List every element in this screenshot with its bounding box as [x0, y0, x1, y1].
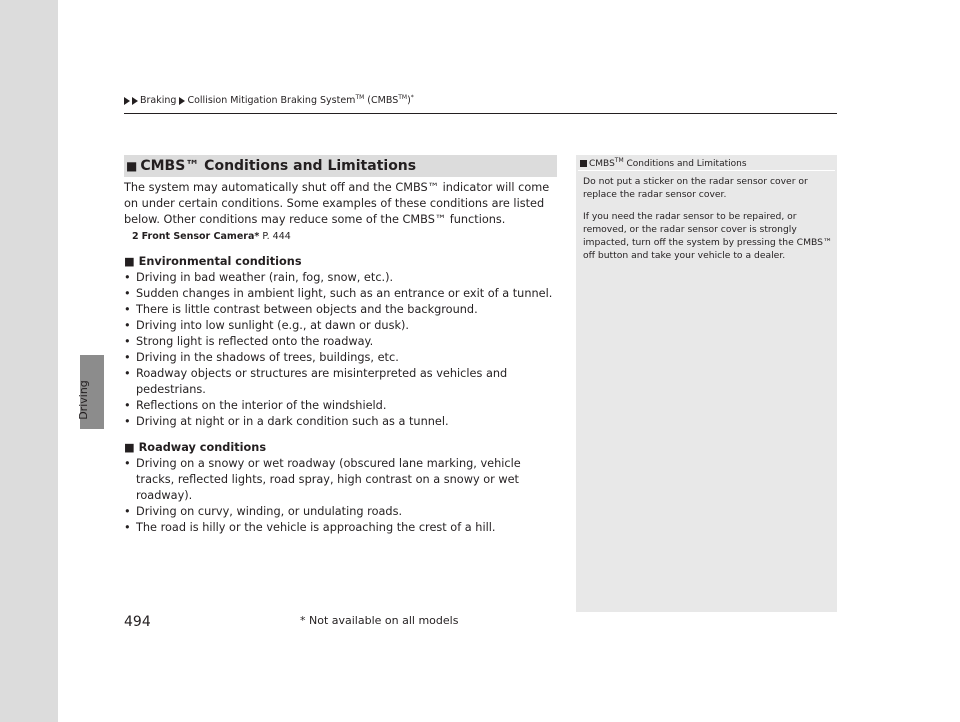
chapter-label: Driving: [77, 380, 90, 420]
list-item: • Driving into low sunlight (e.g., at dawn or dusk).: [124, 318, 559, 334]
intro-paragraph: The system may automatically shut off and the CMBS™ indicator will come on under certain conditions. Some examples of these conditions are listed below. Other conditions may reduce some of the CMBS™ functions.: [124, 181, 550, 226]
header-rule: [124, 113, 837, 114]
sidebar-strip: [0, 0, 58, 722]
xref-page: P. 444: [262, 231, 291, 242]
note-head-title: Conditions and Limitations: [623, 159, 747, 169]
list-item: • Sudden changes in ambient light, such as an entrance or exit of a tunnel.: [124, 286, 559, 302]
note-head-cmbs: CMBS: [589, 159, 615, 169]
note-paragraph: Do not put a sticker on the radar sensor cover or replace the radar sensor cover.: [583, 176, 808, 201]
breadcrumb-arrow-icon: [179, 97, 185, 105]
road-heading: ■ Roadway conditions: [124, 441, 267, 454]
list-item: • Driving in bad weather (rain, fog, snow, etc.).: [124, 270, 559, 286]
section-title-text: CMBS™ Conditions and Limitations: [140, 158, 417, 174]
note-marker-icon: [580, 160, 587, 167]
main-body: [124, 180, 559, 536]
list-item: • Driving in the shadows of trees, buildings, etc.: [124, 350, 559, 366]
list-item: • Strong light is reflected onto the roadway.: [124, 334, 559, 350]
list-item: • Driving on a snowy or wet roadway (obscured lane marking, vehicle tracks, reflected lights, road spray, high contrast on a snowy or wet roadway).: [124, 456, 559, 504]
trademark: TM: [398, 94, 408, 101]
breadcrumb-close: ): [407, 95, 411, 107]
list-item: • Driving at night or in a dark condition such as a tunnel.: [124, 414, 559, 430]
note-paragraph: If you need the radar sensor to be repaired, or removed, or the radar sensor cover is strongly impacted, turn off the system by pressing the CMBS™ off button and take your vehicle to a dealer.: [583, 210, 833, 262]
breadcrumb-braking[interactable]: Braking: [140, 95, 177, 107]
trademark: TM: [614, 157, 624, 164]
list-item: • Roadway objects or structures are misinterpreted as vehicles and pedestrians.: [124, 366, 559, 398]
road-list: [124, 456, 559, 536]
note-body: [583, 175, 833, 271]
section-title: [126, 157, 416, 175]
breadcrumb-cmbs[interactable]: Collision Mitigation Braking System: [187, 95, 356, 107]
breadcrumb: [124, 94, 414, 106]
footnote: * Not available on all models: [300, 614, 459, 627]
note-header: [580, 157, 747, 169]
page-number: 494: [124, 614, 151, 630]
env-heading: ■ Environmental conditions: [124, 255, 302, 268]
list-item: • There is little contrast between objects and the background.: [124, 302, 559, 318]
list-item: • Reflections on the interior of the windshield.: [124, 398, 559, 414]
reference-arrow-icon: 2: [132, 231, 139, 242]
cross-reference[interactable]: [132, 230, 559, 244]
asterisk: *: [410, 94, 414, 101]
list-item: • Driving on curvy, winding, or undulating roads.: [124, 504, 559, 520]
breadcrumb-cmbs-abbrev: (CMBS: [364, 95, 399, 107]
trademark: TM: [355, 94, 365, 101]
list-item: • The road is hilly or the vehicle is approaching the crest of a hill.: [124, 520, 559, 536]
note-divider: [578, 170, 835, 171]
xref-star: *: [254, 231, 260, 242]
env-list: [124, 270, 559, 430]
breadcrumb-arrow-icon: [124, 97, 130, 105]
xref-title: Front Sensor Camera: [141, 231, 255, 242]
section-square-icon: ■: [126, 159, 138, 173]
breadcrumb-arrow-icon: [132, 97, 138, 105]
